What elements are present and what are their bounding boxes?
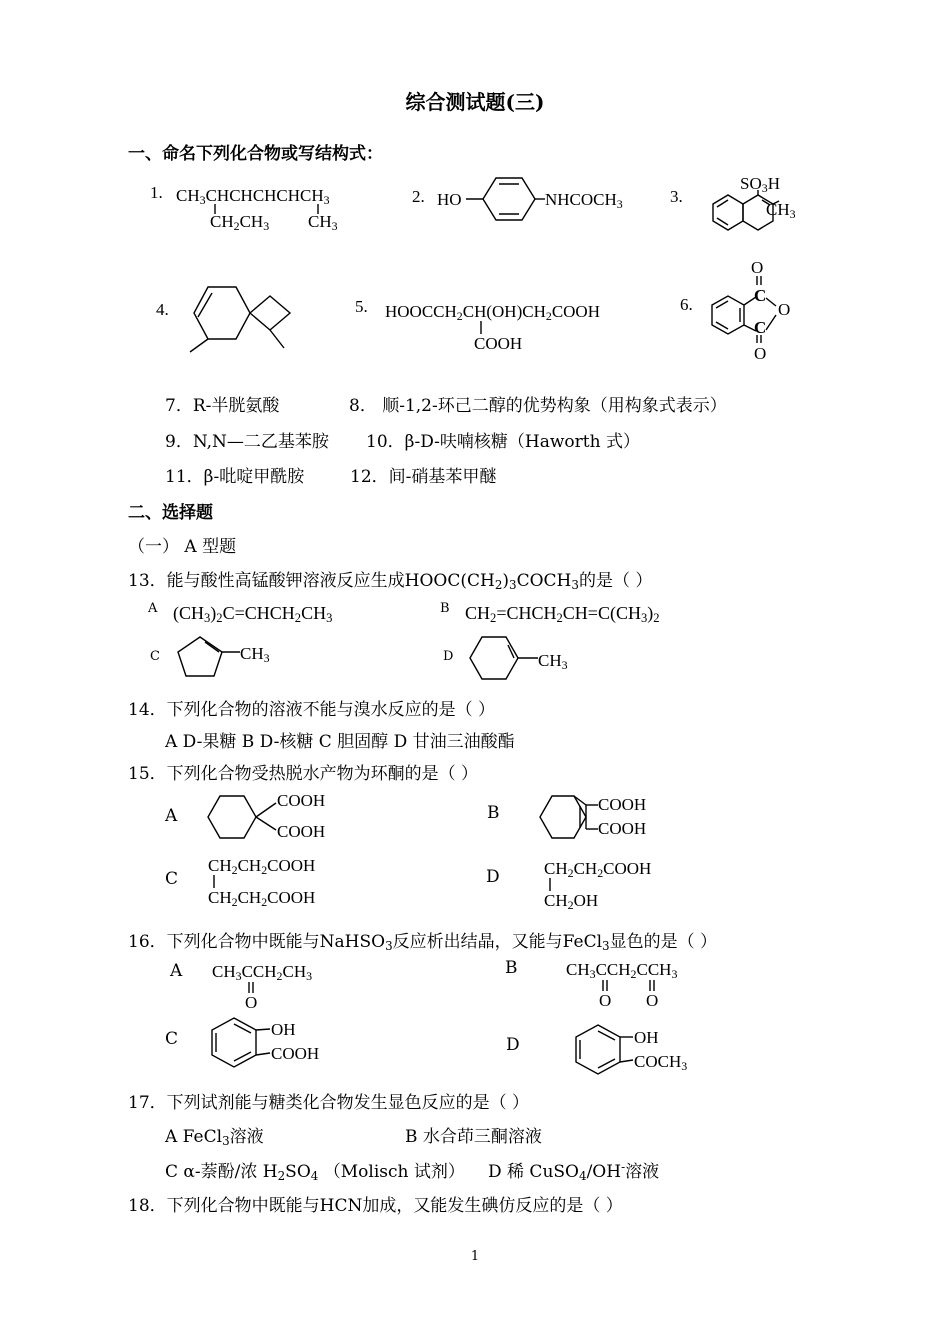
q13-option-c-methyl: $CH_3$ [240, 644, 270, 665]
q5-number: 5. [355, 297, 368, 316]
q16-option-b-oxygen-2: O [646, 991, 659, 1010]
q13-option-a-label: A [148, 601, 158, 616]
q16-option-b-label: B [505, 958, 518, 978]
q9-text: 9．N,N—二乙基苯胺 [165, 432, 329, 452]
q15-option-d-bottom: $CH_2OH$ [544, 891, 599, 912]
q16-option-b-oxygen-1: O [599, 991, 612, 1010]
q2-right-group: $NHCOCH_3$ [545, 190, 623, 211]
q16-option-c-carboxyl: COOH [271, 1044, 320, 1063]
q1-number: 1. [150, 183, 163, 202]
q15-stem: 15．下列化合物受热脱水产物为环酮的是（ ） [128, 764, 479, 784]
q16-option-a: $CH_3CCH_2CH_3$ [212, 962, 313, 983]
q3-number: 3. [670, 187, 683, 206]
q6-carbon-bottom: C [754, 318, 767, 337]
q6-carbon-top: C [754, 286, 767, 305]
q13-option-d-label: D [443, 649, 454, 664]
q16-option-c-label: C [165, 1029, 179, 1049]
q14-stem: 14．下列化合物的溶液不能与溴水反应的是（ ） [128, 700, 496, 720]
q5-main-chain: $HOOCCH_2CH(OH)CH_2COOH$ [385, 302, 600, 323]
q4-number: 4. [156, 300, 169, 319]
q17-option-c: C α-萘酚/浓 $H_2SO_4$ （Molisch 试剂） [165, 1162, 465, 1183]
q3-sulfonic-group: $SO_3H$ [740, 174, 780, 195]
q14-options: A D-果糖 B D-核糖 C 胆固醇 D 甘油三油酸酯 [165, 732, 515, 752]
q3-methyl-group: $CH_3$ [766, 200, 796, 221]
q6-oxygen-bottom: O [754, 344, 767, 363]
q15-option-a-cooh-top: COOH [277, 791, 326, 810]
subsection-a-type: （一） A 型题 [128, 537, 237, 557]
q15-option-c-bottom: $CH_2CH_2COOH$ [208, 888, 316, 909]
q15-option-d-top: $CH_2CH_2COOH$ [544, 859, 652, 880]
q15-option-d-label: D [486, 867, 500, 887]
q17-option-a: A FeCl$_3$溶液 [165, 1127, 264, 1148]
q15-option-a-cooh-bottom: COOH [277, 822, 326, 841]
q6-number: 6. [680, 295, 693, 314]
q2-number: 2. [412, 187, 425, 206]
q16-option-d-hydroxyl: OH [634, 1028, 659, 1047]
q16-option-a-label: A [170, 961, 183, 981]
q16-option-c-hydroxyl: OH [271, 1020, 296, 1039]
q1-branch-methyl: $CH_3$ [308, 212, 338, 233]
q1-main-chain: $CH_3CHCHCHCHCH_3$ [176, 186, 330, 207]
q13-option-b-label: B [440, 601, 450, 616]
q2-left-group: HO [437, 190, 462, 209]
page-title: 综合测试题(三) [405, 90, 545, 114]
q16-stem: 16．下列化合物中既能与NaHSO$_3$反应析出结晶，又能与FeCl$_3$显色的是（ ） [128, 932, 717, 953]
q17-stem: 17．下列试剂能与糖类化合物发生显色反应的是（ ） [128, 1093, 530, 1113]
section-heading-1: 一、命名下列化合物或写结构式： [128, 144, 383, 164]
q13-option-b: $CH_2=CHCH_2CH=C(CH_3)_2$ [465, 603, 660, 625]
q15-option-c-label: C [165, 869, 179, 889]
q15-option-b-label: B [487, 803, 500, 823]
q5-branch: COOH [474, 334, 523, 353]
q11-text: 11．β-吡啶甲酰胺 [165, 467, 305, 487]
q15-option-b-cooh-bottom: COOH [598, 819, 647, 838]
page-number: 1 [470, 1249, 480, 1264]
q8-text: 8． 顺-1,2-环己二醇的优势构象（用构象式表示） [349, 396, 727, 416]
q16-option-d-label: D [506, 1035, 520, 1055]
q13-option-d-methyl: $CH_3$ [538, 651, 568, 672]
q6-oxygen-top: O [751, 258, 764, 277]
q13-option-c-label: C [150, 649, 160, 664]
q16-option-d-acetyl: $COCH_3$ [634, 1052, 688, 1073]
q18-stem: 18．下列化合物中既能与HCN加成，又能发生碘仿反应的是（ ） [128, 1196, 623, 1216]
q12-text: 12．间-硝基苯甲醚 [350, 467, 497, 487]
section-heading-2: 二、选择题 [128, 503, 213, 523]
q6-oxygen-ring: O [778, 300, 791, 319]
q13-stem: 13．能与酸性高锰酸钾溶液反应生成$HOOC(CH_2)_3COCH_3$的是（ ） [128, 571, 653, 592]
q17-option-b: B 水合茚三酮溶液 [405, 1127, 542, 1147]
q10-text: 10．β-D-呋喃核糖（Haworth 式） [366, 432, 640, 452]
q16-option-b: $CH_3CCH_2CCH_3$ [566, 960, 678, 981]
q15-option-a-label: A [165, 806, 178, 826]
q13-option-a: $(CH_3)_2C=CHCH_2CH_3$ [173, 603, 333, 625]
q17-option-d: D 稀 CuSO$_4$/OH-溶液 [488, 1160, 660, 1183]
q1-branch-ethyl: $CH_2CH_3$ [210, 212, 270, 233]
q15-option-b-cooh-top: COOH [598, 795, 647, 814]
q7-text: 7．R-半胱氨酸 [165, 396, 280, 416]
q16-option-a-oxygen: O [245, 993, 258, 1012]
q15-option-c-top: $CH_2CH_2COOH$ [208, 856, 316, 877]
